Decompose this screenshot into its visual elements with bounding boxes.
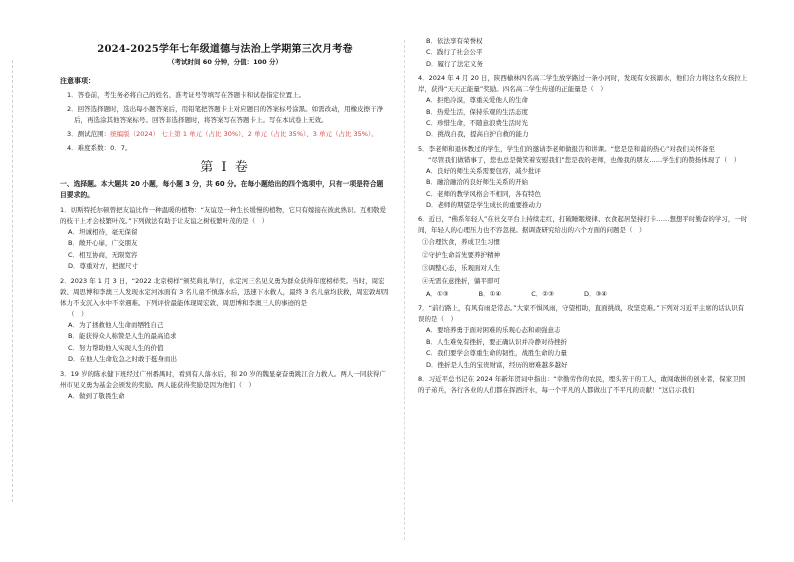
option: D．挫折是人生的宝贵财富，经历的磨难越多越好 <box>426 360 568 369</box>
section-heading: 一、选择题。本大题共 20 小题，每小题 3 分，共 60 分。在每小题给出的四个选项中，只有一项是符合题目要求的。 <box>60 180 384 199</box>
option: C．我们要学会尊重生命的韧性，战胜生命的力量 <box>426 349 568 358</box>
question-stem: 8．习近平总书记在 2024 年新年贺词中指出：“幸勤劳作的农民，埋头苦干的工人，敢闯敢拼的创业者，保家卫国的子弟兵，各行各业的人们都在挥洒汗水，每一个平凡的人都做出了不平凡的贡献！”这启示我们 <box>418 375 746 395</box>
question-stem: 2．2023 年 1 月 3 日，“2022 北京榜样”颁奖典礼举行，永定河三名见义勇为群众获得年度榜样奖。当时，周宏敦、周思博和李澳三人发现永定河冰面有 3 名儿童不慎落水后，迅速下水救人，最终 3 名儿童均获救，周宏敦却因体力不支沉入水中不幸遇难。下列评价最能体现周宏敦、周思博和李澳三人的事迹的是 <box>60 276 389 307</box>
part-title: 第 I 卷 <box>200 160 250 175</box>
question-4 <box>418 73 748 141</box>
option: A．坦诚相待，毫无保留 <box>68 228 138 236</box>
option: B．能获得众人称赞是人生的最高追求 <box>68 332 177 341</box>
statement: ①合理饮食，养成卫生习惯 <box>422 238 500 247</box>
right-column <box>418 36 748 396</box>
option: C．努力帮助他人实现人生的价值 <box>68 343 164 352</box>
question-6 <box>418 214 748 300</box>
option: B．人生难免有挫折，要正确认识并冷静对待挫折 <box>426 337 567 346</box>
option-row <box>426 288 748 300</box>
notice-scope-label: 3．测试范围： <box>67 130 111 138</box>
exam-info: （考试时间 60 分钟，分值：100 分） <box>168 58 282 66</box>
question-quote: “尽管我们做错事了，您也总是微笑着安慰我们”您是我的老师，也像我的朋友……学生们的赞扬体现了（ ） <box>428 155 741 164</box>
question-stem: 7．“前行路上，有风有雨是常态。”大家不惧风雨，守望相助，直面挑战，攻坚克难。”下列对习近平主席的话认识有误的是（ ） <box>418 304 745 324</box>
notice-item-2: 2．回答选择题时，选出每小题答案后，用铅笔把答题卡上对应题目的答案标号涂黑。如需改动，用橡皮擦干净后，再选涂其他答案标号。回答非选择题时，将答案写在答题卡上。写在本试卷上无效。 <box>67 105 384 124</box>
question-stem: 6．近日，“佛系年轻人”在社交平台上持续走红，打破睡眠规律、衣食起居坚持打卡……想想平时勤奋的学习，一时间，年轻人的心理压力也不容忽视。据调查研究给出的六个方面的问题是（ ） <box>418 215 748 235</box>
option: B．①④ <box>478 290 502 299</box>
option: C．相互协商，无限宽容 <box>68 250 138 259</box>
page-title: 2024-2025学年七年级道德与法治上学期第三次月考卷 <box>97 44 353 55</box>
option: C．②③ <box>531 290 554 299</box>
question-5 <box>418 144 748 212</box>
left-column <box>60 36 390 402</box>
answer-blank: （ ） <box>68 309 88 318</box>
statement: ③调整心态，乐观面对人生 <box>422 264 500 273</box>
option: D．在他人生命危急之时敢于挺身而出 <box>68 355 178 364</box>
option: D．③④ <box>583 290 608 299</box>
question-stem: 1．切斯特托尔顿曾把友谊比作一种温暖的植物：“友谊是一种生长缓慢的植物，它只有嫁接在彼此熟识、互相敬爱的枝干上才会枝繁叶茂。”下列做法有助于让友谊之树枝繁叶茂的是（ ） <box>60 206 387 225</box>
column-divider <box>404 40 405 540</box>
option: D．老师的期望是学生成长的重要推动力 <box>426 201 542 210</box>
option: B．热爱生活，保持乐观的生活态度 <box>426 107 528 116</box>
option: A．良好的师生关系需要包容，减少批评 <box>426 166 541 175</box>
option: A．做到了敬畏生命 <box>68 391 125 400</box>
option: C．珍惜生命，不随意浪费生活时光 <box>426 119 529 128</box>
option: B．融洽融洽的良好师生关系的开始 <box>426 178 528 187</box>
option: B．敞开心扉，广交朋友 <box>68 239 138 248</box>
option: C．践行了社会公平 <box>426 48 483 57</box>
question-stem: 3．19 岁的陈永健下班经过广州番禺时，看到有人落水后，和 20 岁的魏显豪奋勇跳江合力救人。两人一同获得广州市见义勇为基金会颁发的奖励。两人能获得奖励是因为他们（ ） <box>60 369 386 389</box>
option: D．尊重对方，把握尺寸 <box>68 262 139 271</box>
notice-item-1: 1．答卷前，考生务必将自己的姓名、准考证号等填写在答题卡和试卷指定位置上。 <box>67 91 306 99</box>
question-1 <box>60 205 390 273</box>
option: A．要培养勇于面对困难的乐观心态和顽强意志 <box>426 326 561 335</box>
option: A．拒绝冷漠，尊重关爱他人的生命 <box>426 96 528 105</box>
option: A．①③ <box>426 290 449 299</box>
question-7 <box>418 303 748 371</box>
question-8 <box>418 374 748 396</box>
question-stem: 5．李老师和退休教过的学生，学生们的邀请李老师做报告和讲课。“您是是和蔼的热心”对我们关怀备至 <box>418 144 715 153</box>
statement: ②守护生命首先要养护精神 <box>422 251 500 260</box>
question-stem: 4．2024 年 4 月 20 日，陕西榆林四名高二学生放学路过一条小河时，发现有女孩溺水，他们合力将这名女孩拉上岸，获得“天天正能量”奖励。四名高二学生传递的正能量是（ ） <box>418 74 748 94</box>
option: C．老师的教学风格会不相同，各有特色 <box>426 189 542 198</box>
question-3-continued <box>418 36 748 70</box>
notice-item-4: 4．难度系数：0．7。 <box>67 144 132 152</box>
option: D．履行了法定义务 <box>426 59 484 68</box>
question-2 <box>60 276 390 366</box>
option: D．挑战自我，提高自护自救的能力 <box>426 130 529 139</box>
statement: ④无需在意挫折，躺平即可 <box>422 277 500 286</box>
question-3 <box>60 369 390 402</box>
option: B．依法享有荣誉权 <box>426 37 483 45</box>
notice-scope-red: 统编版（2024） 七上第 1 单元（占比 30%）、2 单元（占比 35%）、3 单元（占比 35%）。 <box>110 130 378 138</box>
notice-heading: 注意事项： <box>60 77 95 85</box>
notice-item-3 <box>64 129 390 140</box>
binding-line <box>12 60 13 502</box>
option: A．为了拯救他人生命而牺牲自己 <box>68 321 164 330</box>
